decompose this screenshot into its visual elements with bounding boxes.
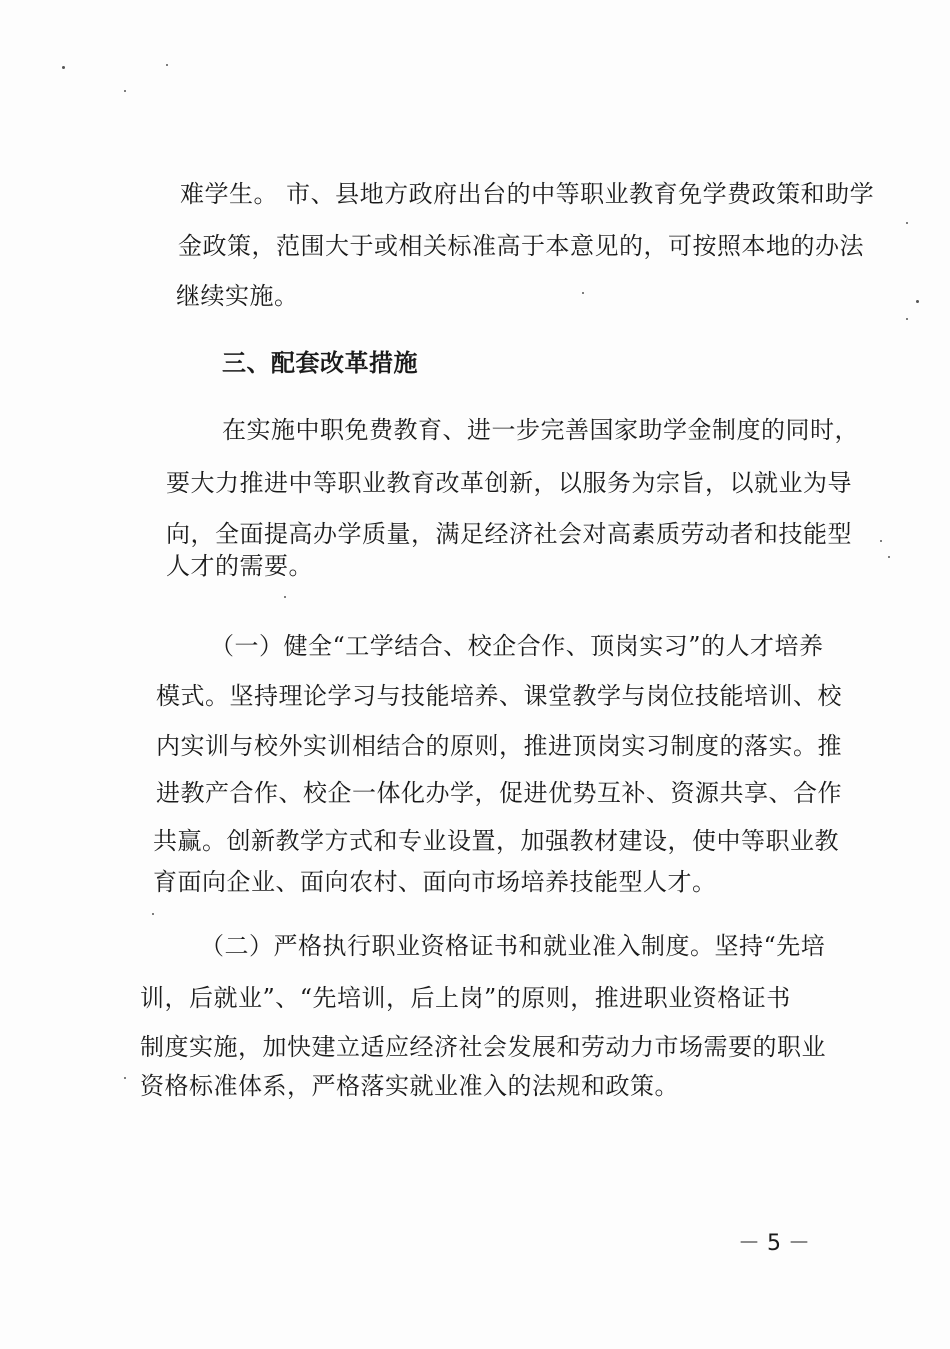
scan-speck <box>906 318 908 320</box>
text-line: （一）健全“工学结合、校企合作、顶岗实习”的人才培养 <box>210 632 824 660</box>
text-line: 制度实施，加快建立适应经济社会发展和劳动力市场需要的职业 <box>140 1033 826 1061</box>
scan-speck <box>124 1077 126 1079</box>
scan-speck <box>62 66 65 69</box>
text-line: 训，后就业”、“先培训，后上岗”的原则，推进职业资格证书 <box>140 984 791 1012</box>
scan-speck <box>166 64 168 66</box>
text-line: 模式。坚持理论学习与技能培养、课堂教学与岗位技能培训、校 <box>156 682 842 710</box>
text-line: 共赢。创新教学方式和专业设置，加强教材建设，使中等职业教 <box>153 827 839 855</box>
scan-speck <box>152 913 154 915</box>
scan-speck <box>916 300 919 303</box>
text-line: 进教产合作、校企一体化办学，促进优势互补、资源共享、合作 <box>156 779 842 807</box>
text-line: 人才的需要。 <box>166 552 313 580</box>
scan-speck <box>124 90 126 92</box>
text-line: （二）严格执行职业资格证书和就业准入制度。坚持“先培 <box>200 932 826 960</box>
scan-speck <box>888 556 890 558</box>
page-number: － 5 － <box>738 1231 810 1256</box>
text-line: 金政策，范围大于或相关标准高于本意见的，可按照本地的办法 <box>178 232 864 260</box>
text-line: 内实训与校外实训相结合的原则，推进顶岗实习制度的落实。推 <box>156 732 842 760</box>
text-line: 难学生。 市、县地方政府出台的中等职业教育免学费政策和助学 <box>180 180 875 208</box>
scan-speck <box>284 596 286 598</box>
section-heading: 三、配套改革措施 <box>222 349 418 377</box>
text-line: 育面向企业、面向农村、面向市场培养技能型人才。 <box>153 868 717 896</box>
text-line: 向，全面提高办学质量，满足经济社会对高素质劳动者和技能型 <box>166 520 852 548</box>
scan-speck <box>582 292 584 294</box>
scan-speck <box>880 540 882 542</box>
text-line: 在实施中职免费教育、进一步完善国家助学金制度的同时， <box>222 416 859 444</box>
text-line: 资格标准体系，严格落实就业准入的法规和政策。 <box>140 1072 679 1100</box>
scan-speck <box>906 222 908 224</box>
text-line: 要大力推进中等职业教育改革创新，以服务为宗旨，以就业为导 <box>166 469 852 497</box>
text-line: 继续实施。 <box>176 282 299 310</box>
